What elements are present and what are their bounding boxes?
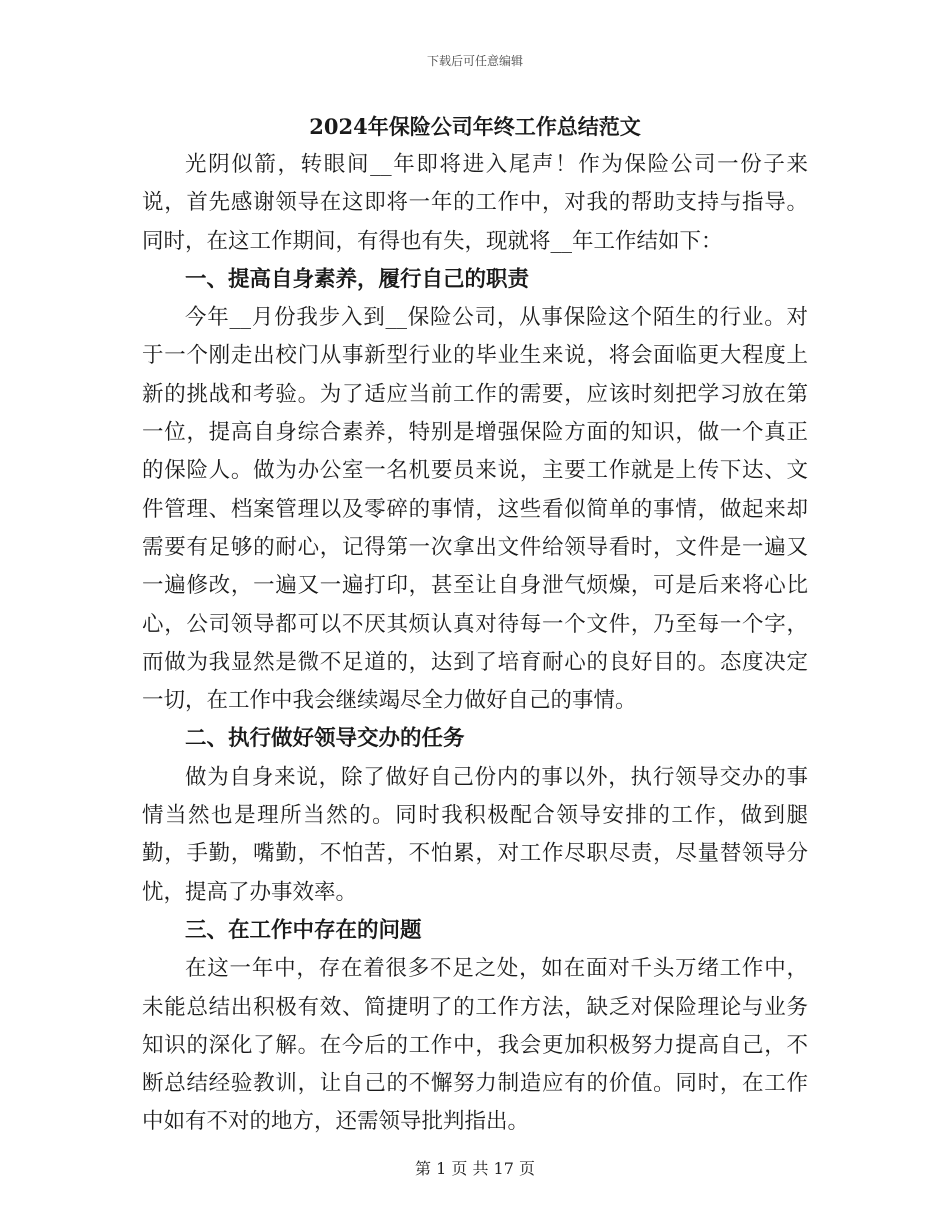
section-body-3: 在这一年中，存在着很多不足之处，如在面对千头万绪工作中，未能总结出积极有效、简捷明了的工作方法，缺乏对保险理论与业务知识的深化了解。在今后的工作中，我会更加积极努力提高自己，不断总结经验教训，让自己的不懈努力制造应有的价值。同时，在工作中如有不对的地方，还需领导批判指出。 (142, 956, 808, 1135)
document-body (142, 108, 808, 1142)
section-body-1: 今年__月份我步入到__保险公司，从事保险这个陌生的行业。对于一个刚走出校门从事新型行业的毕业生来说，将会面临更大程度上新的挑战和考验。为了适应当前工作的需要，应该时刻把学习放在第一位，提高自身综合素养，特别是增强保险方面的知识，做一个真正的保险人。做为办公室一名机要员来说，主要工作就是上传下达、文件管理、档案管理以及零碎的事情，这些看似简单的事情，做起来却需要有足够的耐心，记得第一次拿出文件给领导看时，文件是一遍又一遍修改，一遍又一遍打印，甚至让自身泄气烦燥，可是后来将心比心，公司领导都可以不厌其烦认真对待每一个文件，乃至每一个字，而做为我显然是微不足道的，达到了培育耐心的良好目的。态度决定一切，在工作中我会继续竭尽全力做好自己的事情。 (142, 305, 808, 714)
header-note: 下载后可任意编辑 (426, 54, 523, 68)
section-body-2: 做为自身来说，除了做好自己份内的事以外，执行领导交办的事情当然也是理所当然的。同时我积极配合领导安排的工作，做到腿勤，手勤，嘴勤，不怕苦，不怕累，对工作尽职尽责，尽量替领导分忧，提高了办事效率。 (142, 764, 808, 905)
page-number-footer: 第 1 页 共 17 页 (415, 1159, 535, 1178)
section-heading-2: 二、执行做好领导交办的任务 (185, 726, 465, 752)
section-heading-3: 三、在工作中存在的问题 (185, 917, 422, 943)
intro-paragraph: 光阴似箭，转眼间__年即将进入尾声！作为保险公司一份子来说，首先感谢领导在这即将一年的工作中，对我的帮助支持与指导。同时，在这工作期间，有得也有失，现就将__年工作结如下： (142, 152, 808, 254)
document-title: 2024年保险公司年终工作总结范文 (309, 114, 641, 139)
section-heading-1: 一、提高自身素养，履行自己的职责 (185, 266, 530, 292)
